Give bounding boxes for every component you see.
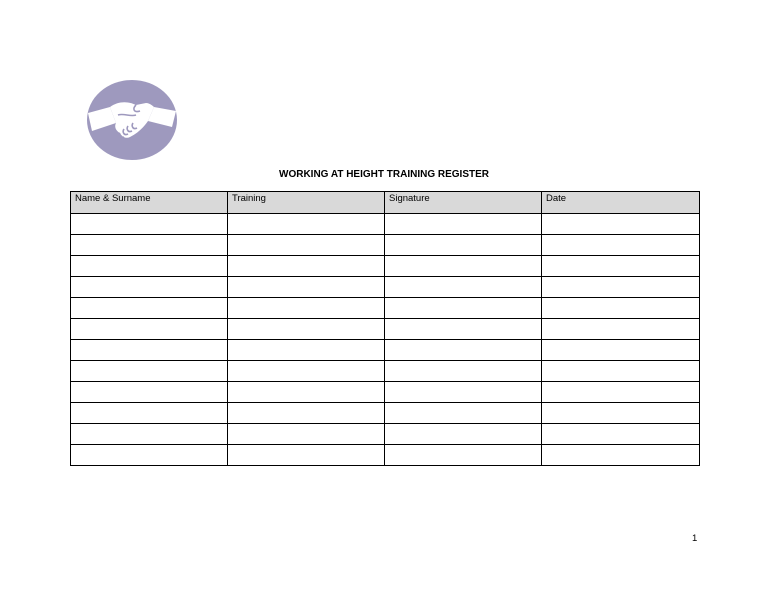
column-header-training: Training [228, 192, 385, 214]
cell-name-surname [71, 319, 228, 340]
cell-training [228, 214, 385, 235]
table-header-row [71, 192, 700, 214]
cell-signature [385, 382, 542, 403]
cell-signature [385, 298, 542, 319]
cell-training [228, 319, 385, 340]
handshake-logo [86, 79, 178, 161]
cell-training [228, 277, 385, 298]
cell-training [228, 340, 385, 361]
cell-training [228, 445, 385, 466]
cell-signature [385, 214, 542, 235]
cell-name-surname [71, 361, 228, 382]
table-row [71, 445, 700, 466]
training-register-table [70, 191, 700, 466]
cell-training [228, 361, 385, 382]
cell-signature [385, 235, 542, 256]
cell-date [542, 235, 700, 256]
cell-signature [385, 256, 542, 277]
table-body [71, 214, 700, 466]
cell-signature [385, 277, 542, 298]
table-row [71, 235, 700, 256]
cell-signature [385, 445, 542, 466]
cell-name-surname [71, 403, 228, 424]
cell-training [228, 298, 385, 319]
cell-signature [385, 424, 542, 445]
cell-training [228, 256, 385, 277]
cell-date [542, 340, 700, 361]
cell-name-surname [71, 277, 228, 298]
cell-training [228, 403, 385, 424]
table-row [71, 298, 700, 319]
cell-date [542, 256, 700, 277]
cell-name-surname [71, 445, 228, 466]
cell-signature [385, 319, 542, 340]
cell-signature [385, 403, 542, 424]
cell-date [542, 361, 700, 382]
cell-name-surname [71, 382, 228, 403]
table-row [71, 424, 700, 445]
cell-date [542, 319, 700, 340]
cell-training [228, 235, 385, 256]
cell-date [542, 214, 700, 235]
cell-date [542, 445, 700, 466]
cell-signature [385, 361, 542, 382]
cell-date [542, 298, 700, 319]
table-row [71, 214, 700, 235]
table-row [71, 256, 700, 277]
cell-name-surname [71, 235, 228, 256]
cell-training [228, 424, 385, 445]
table-row [71, 403, 700, 424]
table-row [71, 361, 700, 382]
cell-name-surname [71, 424, 228, 445]
table-row [71, 277, 700, 298]
column-header-name-surname: Name & Surname [71, 192, 228, 214]
cell-date [542, 403, 700, 424]
cell-training [228, 382, 385, 403]
page-number: 1 [692, 533, 698, 544]
cell-signature [385, 340, 542, 361]
handshake-icon [86, 79, 178, 161]
column-header-date: Date [542, 192, 700, 214]
table-row [71, 382, 700, 403]
table-row [71, 319, 700, 340]
table-row [71, 340, 700, 361]
document-title: WORKING AT HEIGHT TRAINING REGISTER [279, 169, 489, 180]
column-header-signature: Signature [385, 192, 542, 214]
cell-date [542, 382, 700, 403]
cell-name-surname [71, 214, 228, 235]
cell-date [542, 277, 700, 298]
cell-name-surname [71, 256, 228, 277]
cell-name-surname [71, 340, 228, 361]
cell-date [542, 424, 700, 445]
cell-name-surname [71, 298, 228, 319]
